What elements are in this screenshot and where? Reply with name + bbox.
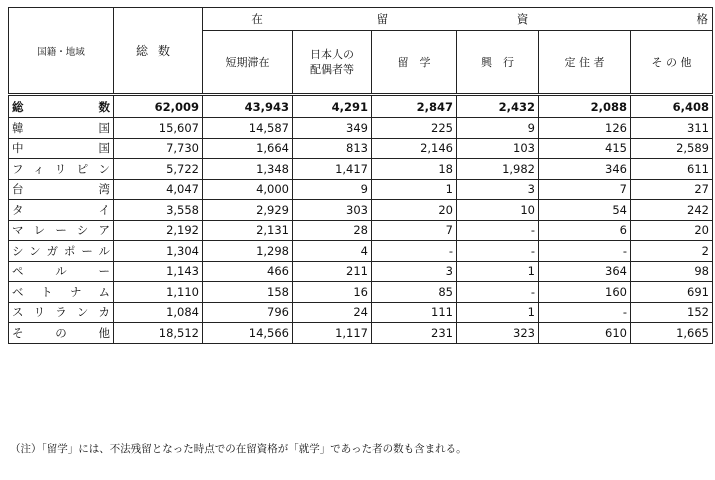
header-line: 日本人の <box>310 48 354 61</box>
header-line: 興 行 <box>481 55 514 69</box>
header-row-top <box>9 8 713 31</box>
value-cell: 1,117 <box>293 323 372 344</box>
footnote: （注）「留学」には、不法残留となった時点での在留資格が「就学」であった者の数も含まれる。 <box>10 443 467 455</box>
table-row <box>9 138 713 159</box>
table-row <box>9 159 713 180</box>
value-cell: 2,192 <box>114 220 203 241</box>
value-cell: - <box>457 220 539 241</box>
value-cell: 85 <box>372 282 457 303</box>
value-cell: 2,847 <box>372 95 457 118</box>
country-column-header: 国籍・地域 <box>9 8 114 95</box>
value-cell: 303 <box>293 200 372 221</box>
status-group-header <box>203 8 713 31</box>
value-cell: 611 <box>631 159 713 180</box>
value-cell: 610 <box>539 323 631 344</box>
value-cell: 242 <box>631 200 713 221</box>
value-cell: 158 <box>203 282 293 303</box>
status-column-header <box>203 31 293 95</box>
value-cell: 1,348 <box>203 159 293 180</box>
value-cell: 1,084 <box>114 302 203 323</box>
country-name-cell: シンガポール <box>9 241 114 262</box>
value-cell: 796 <box>203 302 293 323</box>
value-cell: 1,304 <box>114 241 203 262</box>
value-cell: 7,730 <box>114 138 203 159</box>
value-cell: 1,298 <box>203 241 293 262</box>
value-cell: 15,607 <box>114 118 203 139</box>
value-cell: 24 <box>293 302 372 323</box>
table-row <box>9 200 713 221</box>
total-column-header: 総数 <box>114 8 203 95</box>
value-cell: 2,929 <box>203 200 293 221</box>
status-char: 資 <box>516 12 529 26</box>
value-cell: 126 <box>539 118 631 139</box>
value-cell: 231 <box>372 323 457 344</box>
value-cell: 6,408 <box>631 95 713 118</box>
value-cell: - <box>457 241 539 262</box>
value-cell: 2,432 <box>457 95 539 118</box>
value-cell: 152 <box>631 302 713 323</box>
total-row <box>9 95 713 118</box>
status-column-header <box>631 31 713 95</box>
value-cell: 211 <box>293 261 372 282</box>
country-name-cell: タイ <box>9 200 114 221</box>
value-cell: 2,146 <box>372 138 457 159</box>
value-cell: 1 <box>457 261 539 282</box>
value-cell: 813 <box>293 138 372 159</box>
value-cell: 43,943 <box>203 95 293 118</box>
table-row <box>9 261 713 282</box>
value-cell: 2,131 <box>203 220 293 241</box>
country-name-cell: 韓国 <box>9 118 114 139</box>
value-cell: 2,589 <box>631 138 713 159</box>
value-cell: 6 <box>539 220 631 241</box>
value-cell: 1,417 <box>293 159 372 180</box>
value-cell: 4,000 <box>203 179 293 200</box>
value-cell: 160 <box>539 282 631 303</box>
value-cell: 311 <box>631 118 713 139</box>
value-cell: 3 <box>372 261 457 282</box>
value-cell: 1,664 <box>203 138 293 159</box>
header-line: 配偶者等 <box>310 63 354 76</box>
value-cell: 62,009 <box>114 95 203 118</box>
value-cell: 346 <box>539 159 631 180</box>
value-cell: 20 <box>631 220 713 241</box>
value-cell: 1 <box>457 302 539 323</box>
value-cell: 1,110 <box>114 282 203 303</box>
value-cell: 349 <box>293 118 372 139</box>
value-cell: 7 <box>372 220 457 241</box>
value-cell: 103 <box>457 138 539 159</box>
statistics-table-wrapper <box>8 7 713 344</box>
overstay-statistics-table <box>8 7 713 344</box>
table-body <box>9 95 713 344</box>
country-name-cell: スリランカ <box>9 302 114 323</box>
table-row <box>9 179 713 200</box>
value-cell: 1,143 <box>114 261 203 282</box>
value-cell: 14,587 <box>203 118 293 139</box>
value-cell: 225 <box>372 118 457 139</box>
header-line: そ の 他 <box>651 55 692 69</box>
value-cell: 323 <box>457 323 539 344</box>
status-column-header <box>539 31 631 95</box>
status-char: 格 <box>696 12 708 26</box>
value-cell: 3,558 <box>114 200 203 221</box>
value-cell: 54 <box>539 200 631 221</box>
table-row <box>9 282 713 303</box>
table-row <box>9 118 713 139</box>
value-cell: 98 <box>631 261 713 282</box>
value-cell: 10 <box>457 200 539 221</box>
value-cell: 20 <box>372 200 457 221</box>
status-char: 在 <box>251 12 263 26</box>
status-column-header <box>293 31 372 95</box>
value-cell: 1 <box>372 179 457 200</box>
table-row <box>9 302 713 323</box>
country-name-cell: ベトナム <box>9 282 114 303</box>
value-cell: 4,291 <box>293 95 372 118</box>
value-cell: 18,512 <box>114 323 203 344</box>
country-name-cell: 総数 <box>9 95 114 118</box>
value-cell: 9 <box>293 179 372 200</box>
country-name-cell: ペルー <box>9 261 114 282</box>
value-cell: 691 <box>631 282 713 303</box>
value-cell: 1,982 <box>457 159 539 180</box>
header-line: 定 住 者 <box>564 55 605 69</box>
country-name-cell: フィリピン <box>9 159 114 180</box>
country-name-cell: 中国 <box>9 138 114 159</box>
table-row <box>9 220 713 241</box>
value-cell: 364 <box>539 261 631 282</box>
value-cell: - <box>457 282 539 303</box>
value-cell: 2 <box>631 241 713 262</box>
value-cell: 14,566 <box>203 323 293 344</box>
status-column-header <box>372 31 457 95</box>
value-cell: 28 <box>293 220 372 241</box>
header-line: 留 学 <box>397 55 431 69</box>
value-cell: 4 <box>293 241 372 262</box>
value-cell: - <box>372 241 457 262</box>
value-cell: 27 <box>631 179 713 200</box>
value-cell: 9 <box>457 118 539 139</box>
value-cell: 466 <box>203 261 293 282</box>
country-name-cell: マレーシア <box>9 220 114 241</box>
value-cell: 5,722 <box>114 159 203 180</box>
value-cell: 2,088 <box>539 95 631 118</box>
value-cell: 3 <box>457 179 539 200</box>
status-column-header <box>457 31 539 95</box>
value-cell: 7 <box>539 179 631 200</box>
table-row <box>9 323 713 344</box>
country-name-cell: その他 <box>9 323 114 344</box>
table-row <box>9 241 713 262</box>
value-cell: 415 <box>539 138 631 159</box>
value-cell: 111 <box>372 302 457 323</box>
value-cell: 4,047 <box>114 179 203 200</box>
value-cell: 18 <box>372 159 457 180</box>
value-cell: - <box>539 302 631 323</box>
status-char: 留 <box>376 12 389 26</box>
country-name-cell: 台湾 <box>9 179 114 200</box>
value-cell: - <box>539 241 631 262</box>
value-cell: 1,665 <box>631 323 713 344</box>
value-cell: 16 <box>293 282 372 303</box>
header-line: 短期滞在 <box>225 55 270 69</box>
